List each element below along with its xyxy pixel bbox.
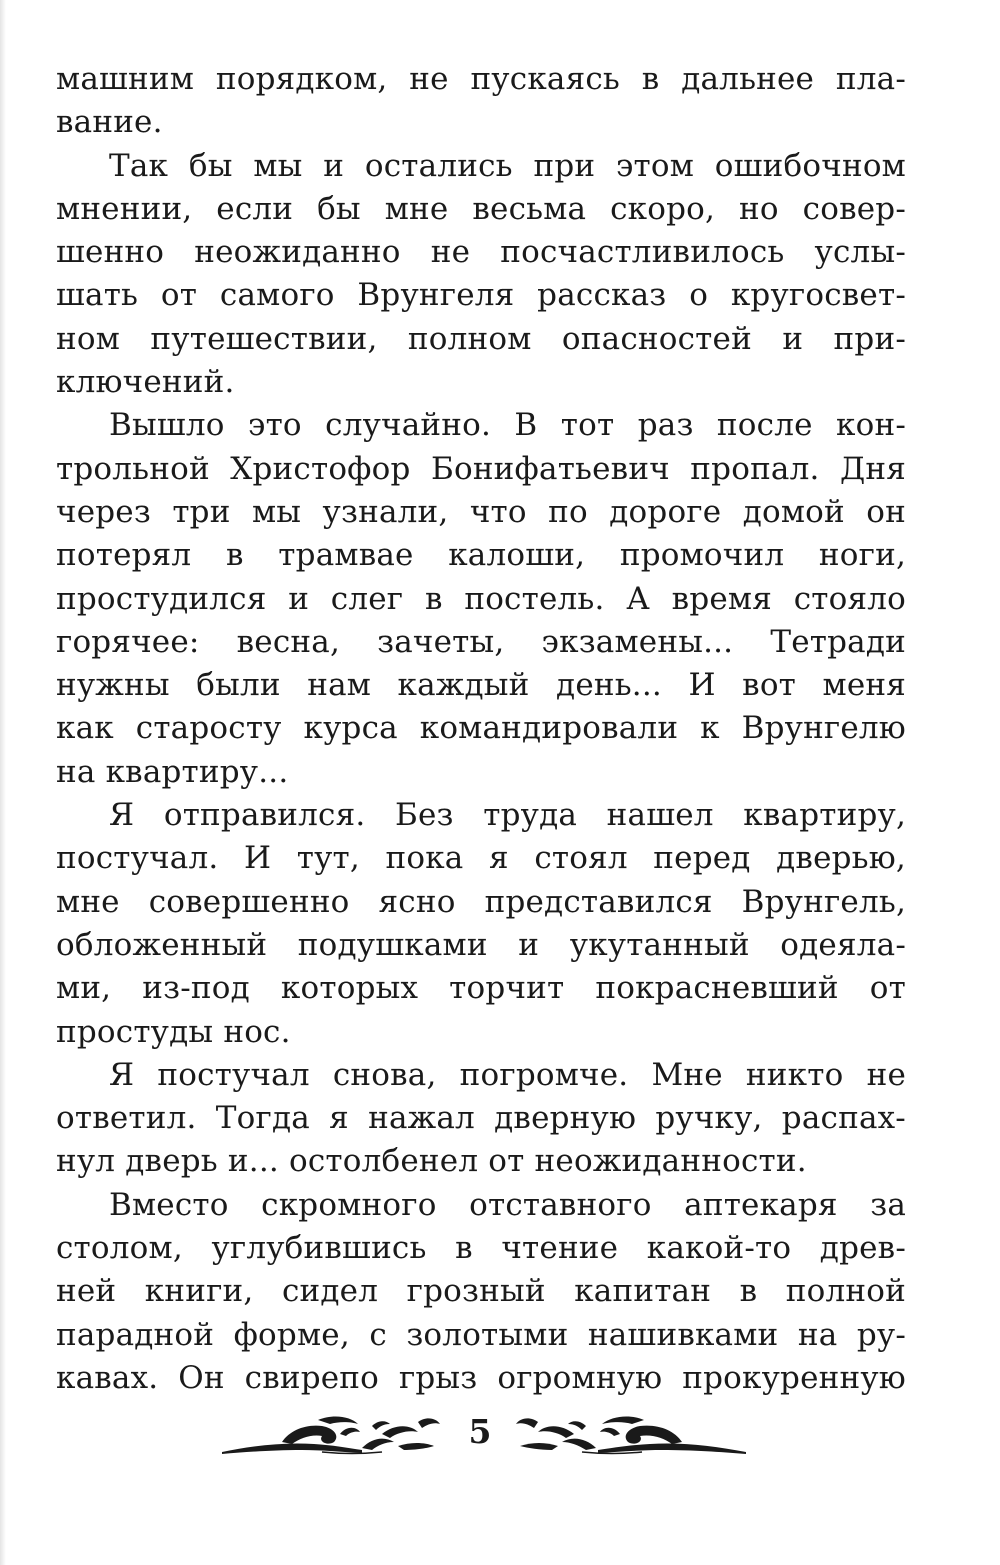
text-line: парадной форме, с золотыми нашивками на ру-	[56, 1316, 906, 1353]
text-line: горячее: весна, зачеты, экзамены... Тетради	[56, 623, 906, 660]
text-line: Вышло это случайно. В тот раз после кон-	[109, 407, 906, 444]
text-line: ключений.	[56, 364, 235, 401]
text-line: кавах. Он свирепо грыз огромную прокуренную	[56, 1359, 906, 1396]
text-line: машним порядком, не пускаясь в дальнее пла-	[56, 61, 906, 97]
page-edge-shadow	[0, 0, 6, 1565]
text-line: обложенный подушками и укутанный одеяла-	[56, 926, 906, 963]
text-line: нул дверь и... остолбенел от неожиданности.	[56, 1143, 807, 1180]
left-ornament-icon	[222, 1412, 444, 1458]
text-line: ней книги, сидел грозный капитан в полной	[56, 1273, 906, 1310]
body-text	[56, 58, 906, 1400]
text-line: вание.	[56, 104, 163, 141]
text-line: шенно неожиданно не посчастливилось услы-	[56, 234, 906, 271]
text-line: потерял в трамвае калоши, промочил ноги,	[56, 537, 906, 574]
text-line: Я постучал снова, погромче. Мне никто не	[109, 1056, 906, 1093]
text-line: через три мы узнали, что по дороге домой он	[56, 493, 906, 530]
text-line: как старосту курса командировали к Врунгелю	[56, 710, 906, 747]
text-line: шать от самого Врунгеля рассказ о кругосвет-	[56, 277, 906, 314]
page-number: 5	[468, 1412, 492, 1451]
text-line: Так бы мы и остались при этом ошибочном	[109, 147, 906, 184]
text-line: мне совершенно ясно представился Врунгель,	[56, 883, 906, 920]
text-line: нужны были нам каждый день... И вот меня	[56, 667, 906, 704]
text-line: мнении, если бы мне весьма скоро, но совер-	[56, 190, 906, 227]
text-line: столом, углубившись в чтение какой-то древ-	[56, 1230, 906, 1267]
page-footer	[0, 1400, 1000, 1470]
right-ornament-icon	[512, 1412, 746, 1458]
text-line: ном путешествии, полном опасностей и при-	[56, 320, 906, 357]
text-line: на квартиру...	[56, 753, 289, 790]
text-line: Я отправился. Без труда нашел квартиру,	[109, 797, 906, 834]
text-line: Вместо скромного отставного аптекаря за	[109, 1186, 906, 1223]
text-line: постучал. И тут, пока я стоял перед дверью,	[56, 840, 906, 877]
text-line: простудился и слег в постель. А время стояло	[56, 580, 906, 617]
text-line: простуды нос.	[56, 1013, 291, 1050]
text-line: ми, из-под которых торчит покрасневший от	[56, 970, 906, 1007]
text-line: ответил. Тогда я нажал дверную ручку, распах-	[56, 1100, 906, 1137]
text-line: трольной Христофор Бонифатьевич пропал. Дня	[56, 450, 906, 487]
